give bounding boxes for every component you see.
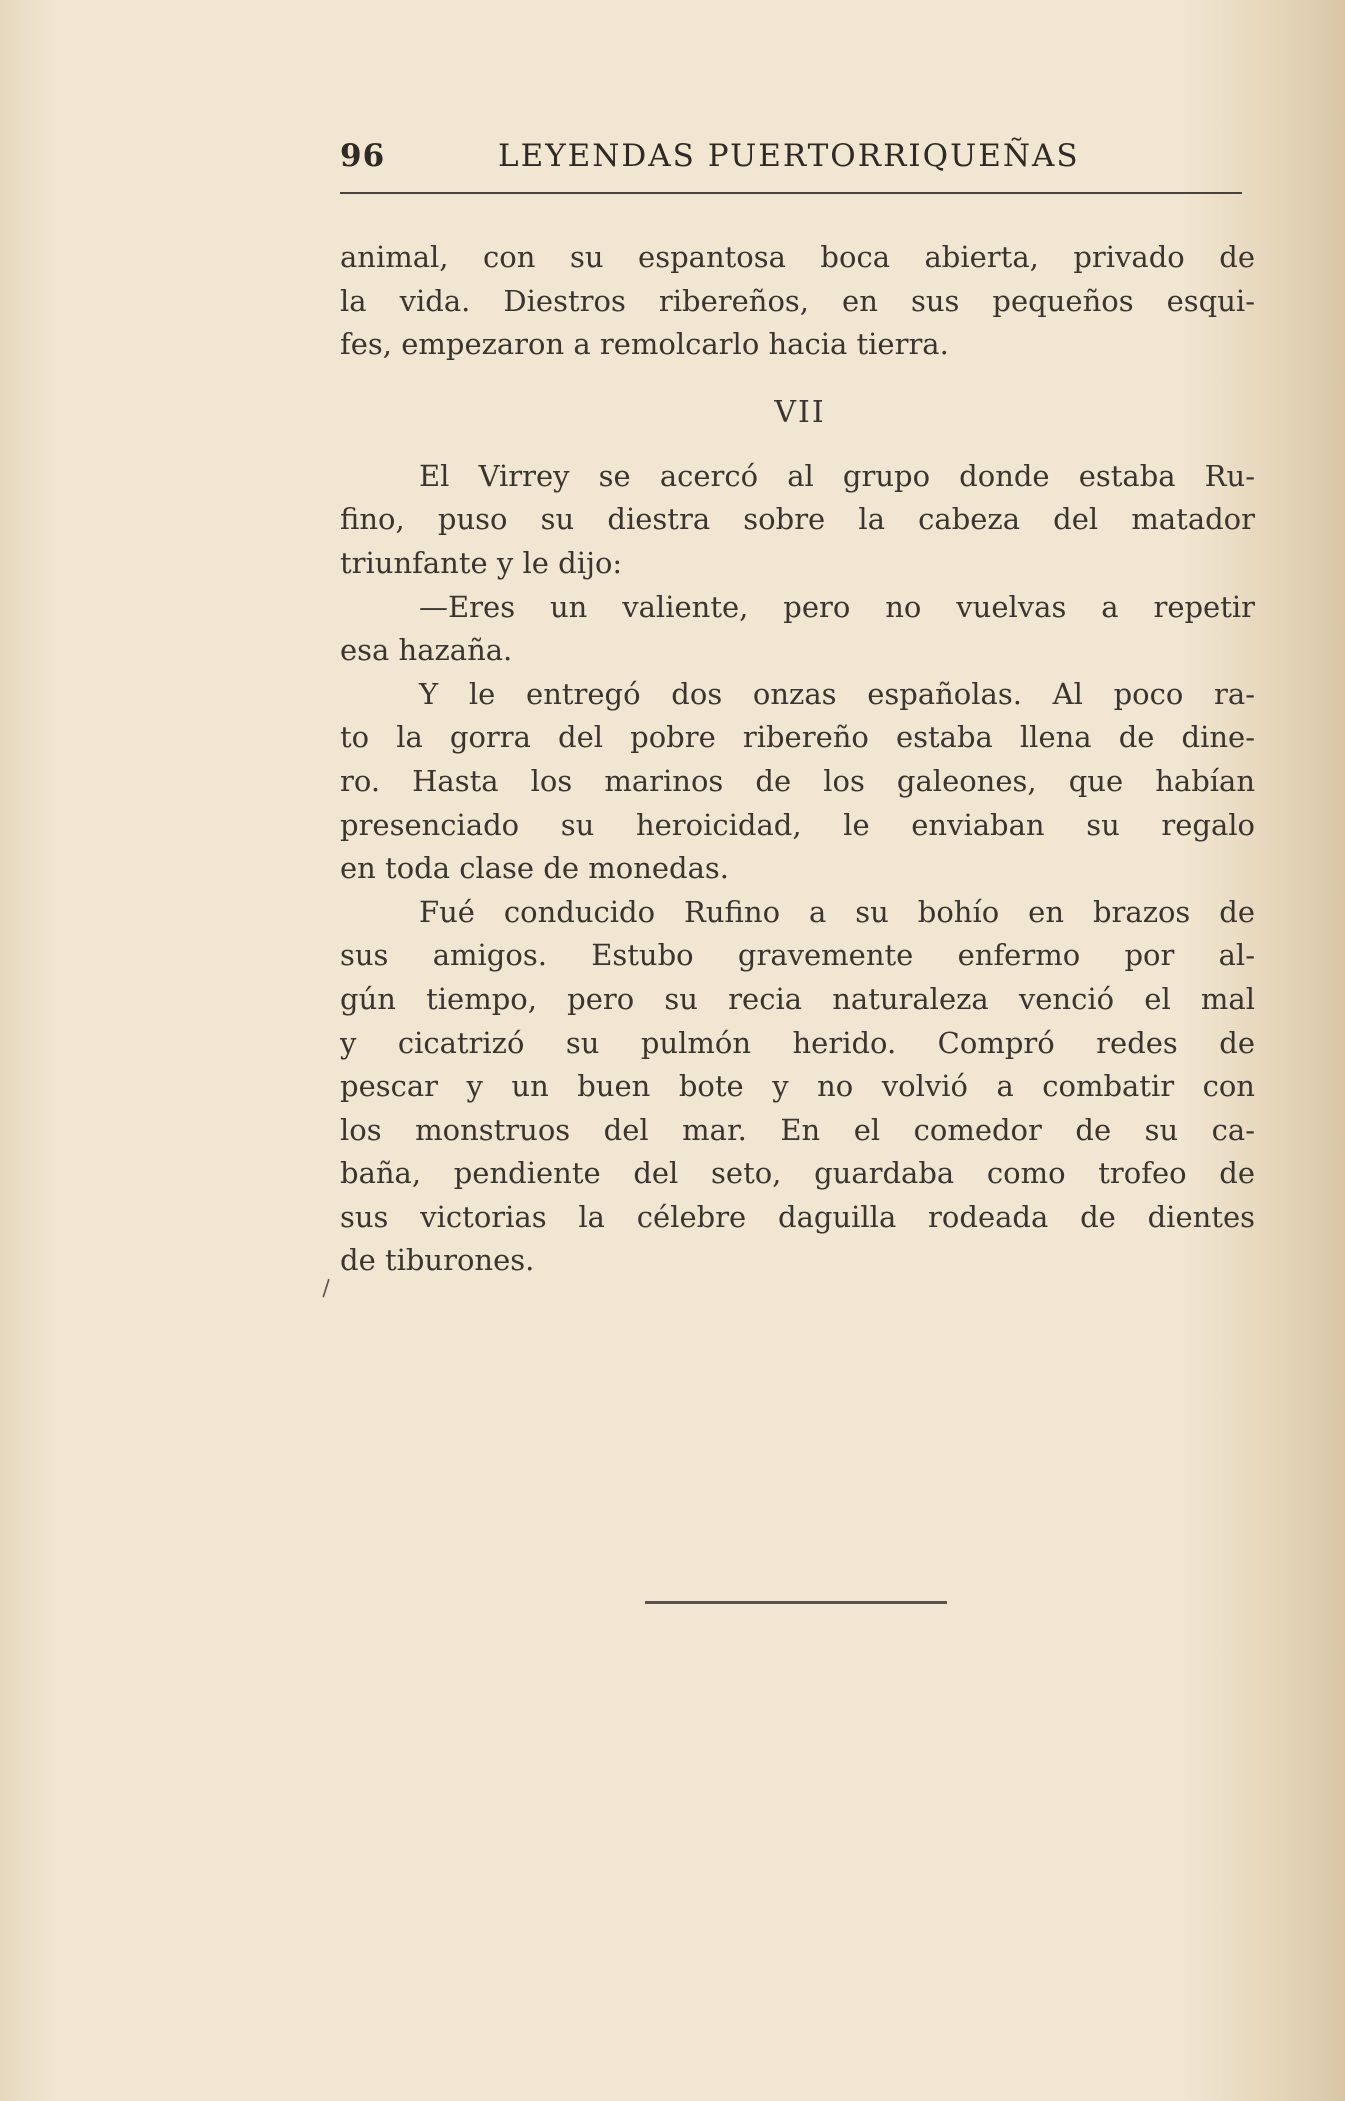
end-rule <box>645 1601 947 1604</box>
section-heading: VII <box>774 394 826 430</box>
running-head: LEYENDAS PUERTORRIQUEÑAS <box>498 138 1080 174</box>
text-line: to la gorra del pobre ribereño estaba llena de dine- <box>340 720 1255 755</box>
header-rule <box>340 192 1242 194</box>
paragraph-2 <box>340 455 1255 586</box>
paragraph-4 <box>340 673 1255 891</box>
text-line: pescar y un buen bote y no volvió a combatir con <box>340 1069 1255 1104</box>
text-line: —Eres un valiente, pero no vuelvas a repetir <box>419 589 1255 624</box>
text-line: animal, con su espantosa boca abierta, privado de <box>340 240 1255 274</box>
text-line: ro. Hasta los marinos de los galeones, que habían <box>340 763 1255 798</box>
text-line: sus victorias la célebre daguilla rodeada de dientes <box>340 1199 1255 1234</box>
paragraph-1 <box>340 236 1255 367</box>
text-line: en toda clase de monedas. <box>340 851 730 886</box>
text-line: los monstruos del mar. En el comedor de su ca- <box>340 1112 1255 1147</box>
text-line: baña, pendiente del seto, guardaba como trofeo de <box>340 1156 1255 1191</box>
text-line: esa hazaña. <box>340 633 513 668</box>
text-line: triunfante y le dijo: <box>340 545 623 580</box>
text-line: sus amigos. Estubo gravemente enfermo por al- <box>340 938 1255 973</box>
text-line: de tiburones. <box>340 1243 535 1278</box>
text-line: y cicatrizó su pulmón herido. Compró redes de <box>340 1025 1255 1060</box>
text-line: fes, empezaron a remolcarlo hacia tierra. <box>340 327 949 362</box>
text-line: fino, puso su diestra sobre la cabeza del matador <box>340 502 1255 537</box>
pencil-mark-icon: \ <box>315 1276 336 1301</box>
text-line: Fué conducido Rufino a su bohío en brazos de <box>419 894 1255 929</box>
paragraph-5 <box>340 891 1255 1283</box>
text-line: presenciado su heroicidad, le enviaban su regalo <box>340 807 1255 842</box>
text-line: gún tiempo, pero su recia naturaleza venció el mal <box>340 981 1255 1016</box>
text-line: Y le entregó dos onzas españolas. Al poco ra- <box>419 676 1255 711</box>
text-line: El Virrey se acercó al grupo donde estaba Ru- <box>419 458 1255 493</box>
page-header <box>340 138 1242 180</box>
body-text <box>340 236 1255 1283</box>
text-line: la vida. Diestros ribereños, en sus pequeños esqui- <box>340 283 1255 318</box>
page-number: 96 <box>340 138 386 174</box>
paragraph-3 <box>340 586 1255 673</box>
